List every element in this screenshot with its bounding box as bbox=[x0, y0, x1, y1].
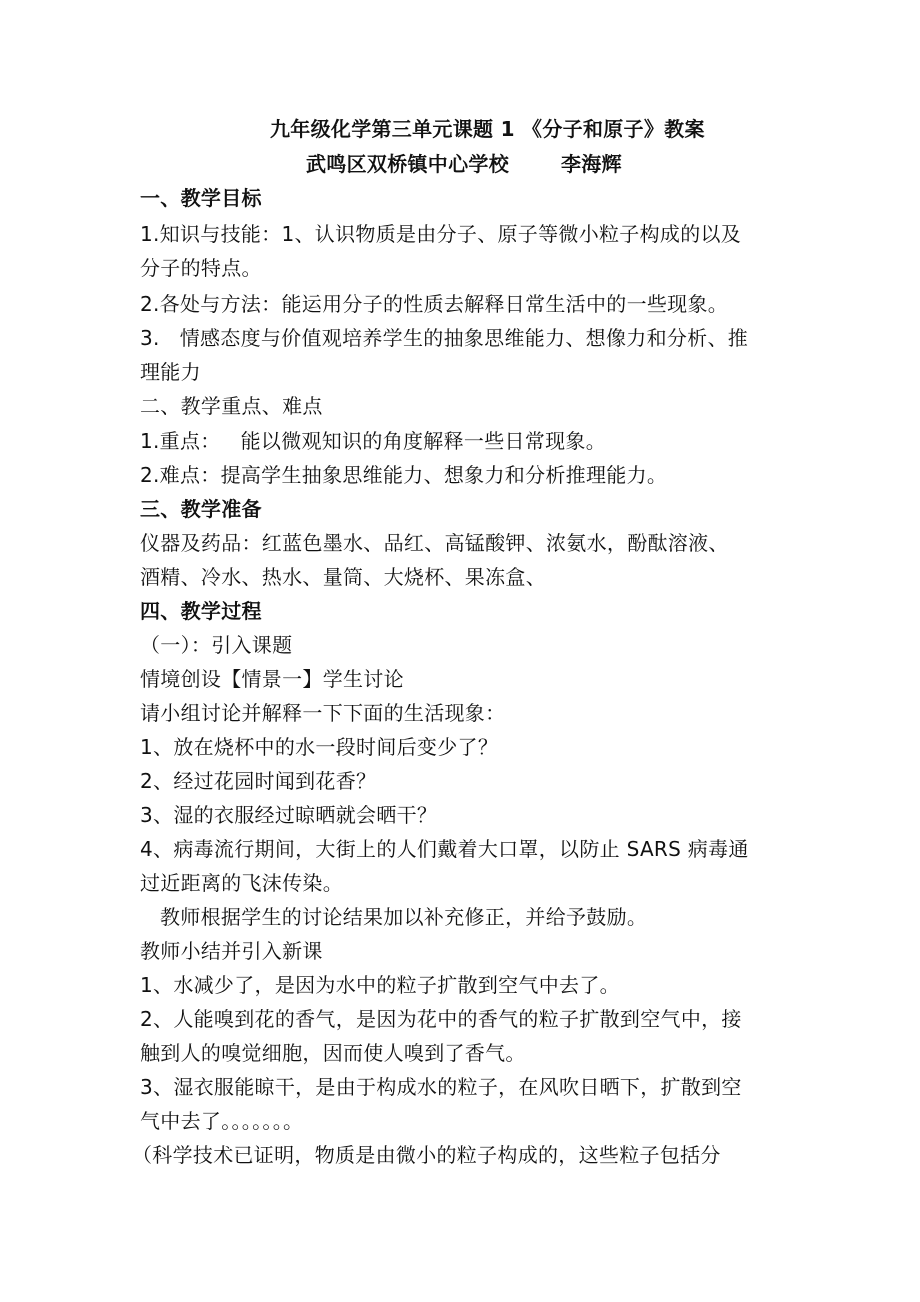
answer-2-line-2: 触到人的嗅觉细胞，因而使人嗅到了香气。 bbox=[140, 1041, 526, 1065]
question-4-line-2: 过近距离的飞沫传染。 bbox=[140, 871, 343, 895]
question-4-line-1: 4、病毒流行期间，大街上的人们戴着大口罩，以防止 SARS 病毒通 bbox=[140, 837, 749, 861]
answer-3-line-1: 3、湿衣服能晾干，是由于构成水的粒子，在风吹日晒下，扩散到空 bbox=[140, 1075, 742, 1099]
goal-3-line-1 bbox=[140, 324, 748, 352]
goal-2: 2.各处与方法：能运用分子的性质去解释日常生活中的一些现象。 bbox=[140, 292, 729, 316]
key-point-text: 能以微观知识的角度解释一些日常现象。 bbox=[240, 429, 606, 453]
scene-line: 情境创设【情景一】学生讨论 bbox=[140, 667, 404, 691]
answer-2-line-1: 2、人能嗅到花的香气，是因为花中的香气的粒子扩散到空气中，接 bbox=[140, 1007, 742, 1031]
author-name: 李海辉 bbox=[561, 152, 622, 176]
prep-line-2: 酒精、冷水、热水、量筒、大烧杯、果冻盒、 bbox=[140, 565, 546, 589]
goal-1-line-2: 分子的特点。 bbox=[140, 256, 262, 280]
section-heading-process: 四、教学过程 bbox=[140, 599, 262, 623]
discussion-prompt: 请小组讨论并解释一下下面的生活现象： bbox=[140, 701, 506, 725]
difficulty-point: 2.难点：提高学生抽象思维能力、想象力和分析推理能力。 bbox=[140, 463, 668, 487]
answer-3-line-2: 气中去了。。。。。。。 bbox=[140, 1109, 304, 1133]
question-1: 1、放在烧杯中的水一段时间后变少了？ bbox=[140, 735, 499, 759]
author-line bbox=[306, 150, 622, 178]
teacher-summary: 教师小结并引入新课 bbox=[140, 939, 323, 963]
school-name: 武鸣区双桥镇中心学校 bbox=[306, 152, 509, 176]
intro-subheading: （一）：引入课题 bbox=[140, 633, 293, 657]
science-note: （科学技术已证明，物质是由微小的粒子构成的，这些粒子包括分 bbox=[132, 1143, 721, 1167]
goal-3-line-2: 理能力 bbox=[140, 360, 201, 384]
teacher-feedback: 教师根据学生的讨论结果加以补充修正，并给予鼓励。 bbox=[160, 905, 648, 929]
section-heading-keypoints: 二、教学重点、难点 bbox=[140, 394, 323, 418]
goal-3-number: 3. bbox=[140, 326, 160, 350]
document-title: 九年级化学第三单元课题 1 《分子和原子》教案 bbox=[270, 117, 705, 141]
goal-3-text: 情感态度与价值观培养学生的抽象思维能力、想像力和分析、推 bbox=[179, 326, 749, 350]
question-2: 2、经过花园时闻到花香？ bbox=[140, 769, 377, 793]
section-heading-goals: 一、教学目标 bbox=[140, 186, 262, 210]
goal-1-line-1: 1.知识与技能：1、认识物质是由分子、原子等微小粒子构成的以及 bbox=[140, 222, 742, 246]
prep-line-1: 仪器及药品：红蓝色墨水、品红、高锰酸钾、浓氨水，酚酞溶液、 bbox=[140, 531, 729, 555]
section-heading-prep: 三、教学准备 bbox=[140, 497, 262, 521]
answer-1: 1、水减少了，是因为水中的粒子扩散到空气中去了。 bbox=[140, 973, 620, 997]
question-3: 3、湿的衣服经过晾晒就会晒干？ bbox=[140, 803, 438, 827]
key-point-label: 1.重点： bbox=[140, 429, 221, 453]
key-point bbox=[140, 427, 606, 455]
